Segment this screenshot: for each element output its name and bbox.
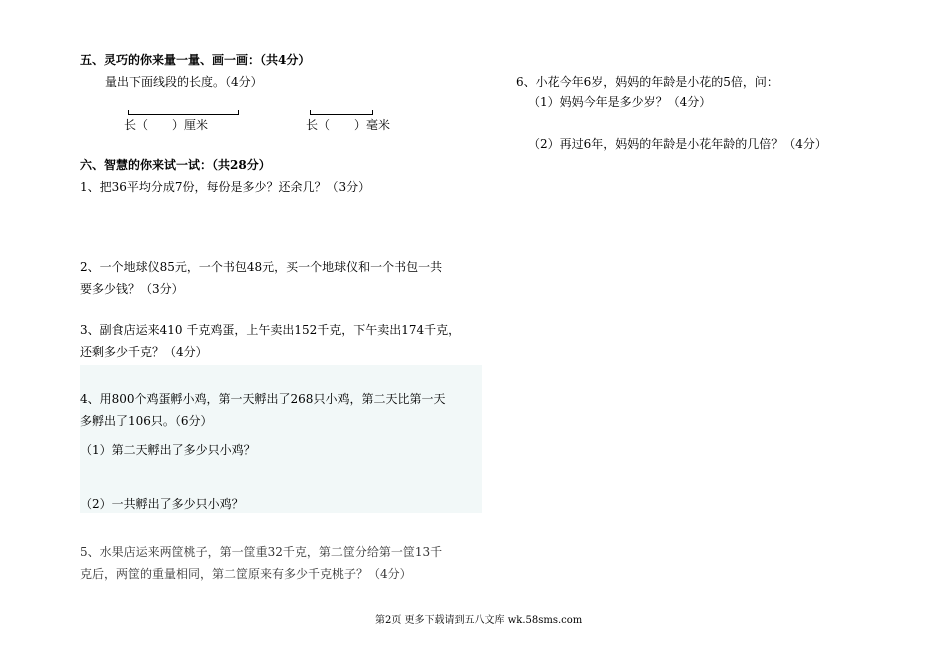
question-4-line-1: 4、用800个鸡蛋孵小鸡，第一天孵出了268只小鸡，第二天比第一天 <box>80 392 446 406</box>
question-4-line-2: 多孵出了106只。（6分） <box>80 414 213 428</box>
line-segment-1 <box>128 114 238 115</box>
question-1: 1、把36平均分成7份，每份是多少？还余几？（3分） <box>80 180 371 194</box>
question-5-line-2: 克后，两筐的重量相同，第二筐原来有多少千克桃子？（4分） <box>80 567 412 581</box>
question-2-line-2: 要多少钱？（3分） <box>80 282 184 296</box>
question-4-sub-2: （2）一共孵出了多少只小鸡？ <box>80 497 244 511</box>
segment-1-label: 长（ ）厘米 <box>124 118 209 132</box>
section5-instruction: 量出下面线段的长度。（4分） <box>105 75 263 89</box>
question-6: 6、小花今年6岁，妈妈的年龄是小花的5倍，问： <box>516 75 779 89</box>
page-footer: 第2页 更多下载请到五八文库 wk.58sms.com <box>375 615 583 626</box>
segment-2-end-tick <box>372 110 373 115</box>
segment-2-start-tick <box>310 110 311 115</box>
question-3-line-1: 3、副食店运来410 千克鸡蛋，上午卖出152千克，下午卖出174千克， <box>80 323 461 337</box>
section6-title: 六、智慧的你来试一试：（共28分） <box>80 158 271 172</box>
section5-title: 五、灵巧的你来量一量、画一画：（共4分） <box>80 53 311 67</box>
question-4-sub-1: （1）第二天孵出了多少只小鸡？ <box>80 443 256 457</box>
question-6-sub-1: （1）妈妈今年是多少岁？（4分） <box>528 95 712 109</box>
segment-2-label: 长（ ）毫米 <box>306 118 391 132</box>
question-6-sub-2: （2）再过6年，妈妈的年龄是小花年龄的几倍？（4分） <box>528 137 827 151</box>
segment-1-end-tick <box>238 110 239 115</box>
question-2-line-1: 2、一个地球仪85元，一个书包48元，买一个地球仪和一个书包一共 <box>80 260 443 274</box>
segment-1-start-tick <box>128 110 129 115</box>
question-5-line-1: 5、水果店运来两筐桃子，第一筐重32千克，第二筐分给第一筐13千 <box>80 545 443 559</box>
question-3-line-2: 还剩多少千克？（4分） <box>80 345 208 359</box>
line-segment-2 <box>310 114 372 115</box>
highlighted-area <box>80 365 482 513</box>
